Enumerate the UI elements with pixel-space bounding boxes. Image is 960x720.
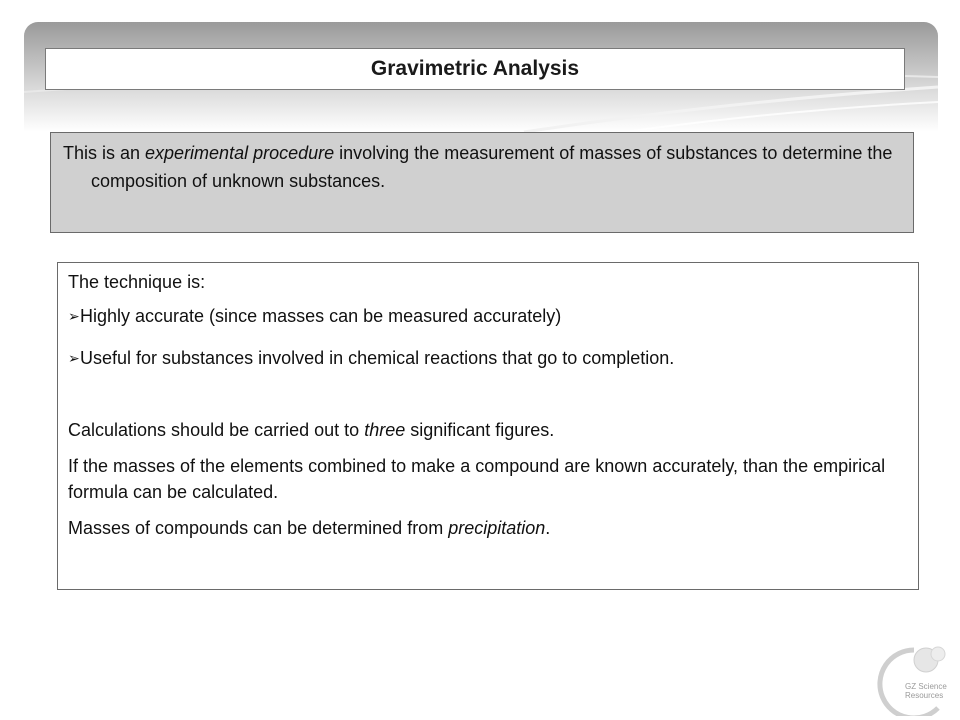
arrow-bullet-icon: ➢	[68, 308, 80, 324]
logo-text	[905, 682, 947, 700]
calc-part2: significant figures.	[405, 420, 555, 440]
bullet-item	[68, 345, 908, 371]
slide-title: Gravimetric Analysis	[370, 57, 580, 80]
definition-italic: experimental procedure	[145, 143, 335, 163]
technique-box	[57, 262, 919, 590]
definition-part2: involving the measurement of masses of substances to determine the composition of unknown substances.	[91, 143, 893, 191]
arrow-bullet-icon: ➢	[68, 350, 80, 366]
precipitation-paragraph	[68, 515, 908, 541]
technique-intro: The technique is:	[68, 272, 206, 292]
precip-part1: Masses of compounds can be determined from	[68, 518, 449, 538]
calculations-paragraph	[68, 417, 908, 443]
bullet-text: Highly accurate (since masses can be measured accurately)	[80, 306, 562, 326]
definition-box	[50, 132, 914, 233]
precip-part2: .	[545, 518, 551, 538]
bullet-text: Useful for substances involved in chemical reactions that go to completion.	[80, 348, 675, 368]
bullet-item	[68, 303, 908, 329]
logo-line1: GZ Science	[905, 682, 947, 691]
spacer	[68, 387, 908, 417]
definition-part1: This is an	[63, 143, 146, 163]
logo-line2: Resources	[905, 691, 944, 700]
calc-part1: Calculations should be carried out to	[68, 420, 365, 440]
definition-text	[63, 139, 903, 195]
gz-logo-icon	[868, 646, 952, 716]
title-box	[45, 48, 905, 90]
calc-italic: three	[364, 420, 406, 440]
masses-paragraph: If the masses of the elements combined to make a compound are known accurately, than the empirical formula can be calculated.	[68, 456, 886, 502]
precip-italic: precipitation	[448, 518, 546, 538]
